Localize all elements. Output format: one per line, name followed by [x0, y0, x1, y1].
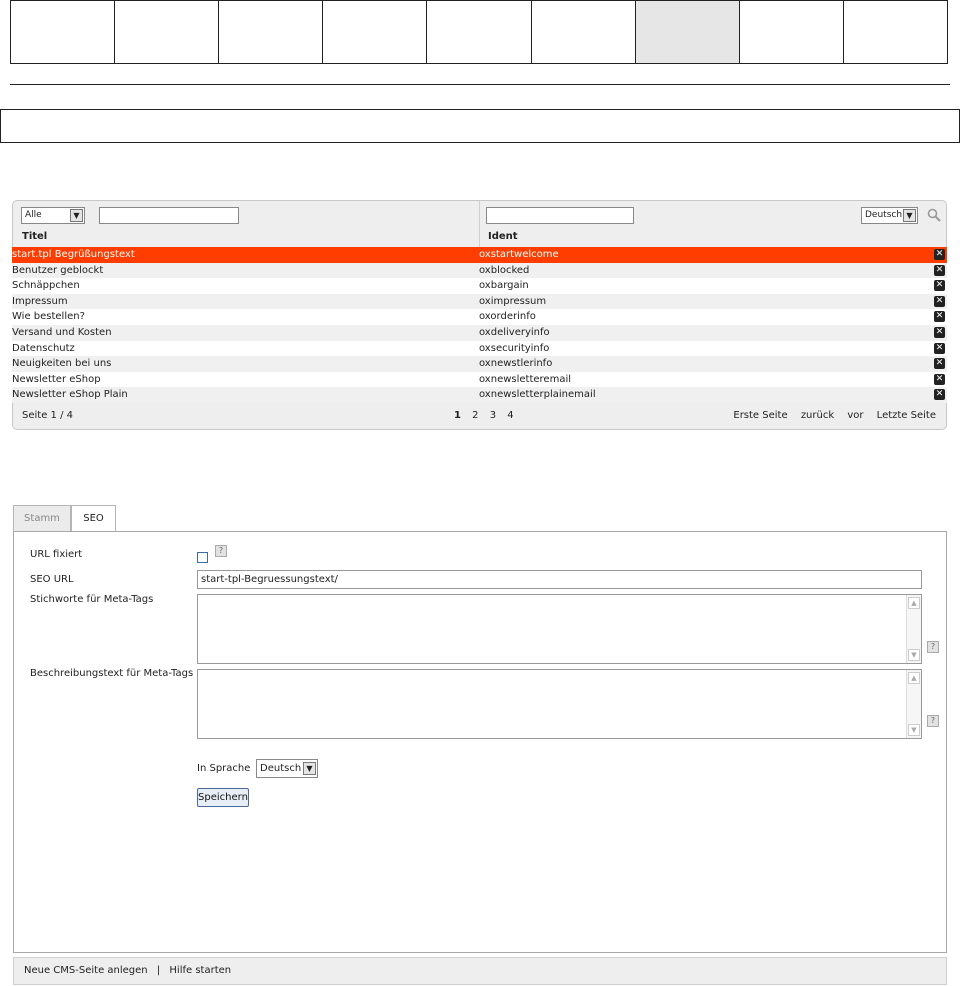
- ident-filter-input[interactable]: [486, 207, 634, 224]
- row-ident[interactable]: oxorderinfo: [479, 311, 536, 323]
- divider: [10, 84, 950, 85]
- page-link-1[interactable]: 1: [454, 410, 461, 421]
- row-ident[interactable]: oxnewsletteremail: [479, 373, 572, 385]
- language-select[interactable]: [861, 207, 918, 224]
- next-page-link[interactable]: vor: [847, 410, 864, 421]
- title-filter-input[interactable]: [99, 207, 239, 224]
- cms-rows: [12, 247, 947, 403]
- tab-seo[interactable]: SEO: [71, 505, 116, 533]
- seo-edit-panel: [13, 531, 947, 953]
- help-icon[interactable]: ?: [927, 715, 939, 727]
- table-row[interactable]: [12, 263, 947, 279]
- language-select-value: Deutsch: [865, 210, 903, 220]
- scroll-up-icon[interactable]: ▲: [908, 672, 920, 684]
- page-numbers: [454, 403, 522, 429]
- scroll-down-icon[interactable]: ▼: [908, 724, 920, 736]
- help-start-link[interactable]: Hilfe starten: [169, 965, 232, 976]
- table-row[interactable]: [12, 247, 947, 263]
- search-icon[interactable]: [927, 208, 941, 222]
- page-link-3[interactable]: 3: [489, 410, 497, 421]
- delete-icon[interactable]: ✕: [935, 264, 944, 275]
- delete-icon[interactable]: ✕: [935, 389, 944, 400]
- save-button[interactable]: Speichern: [197, 788, 249, 807]
- list-header: [13, 201, 946, 247]
- top-tab-7-active[interactable]: [636, 1, 740, 63]
- row-ident[interactable]: oxsecurityinfo: [479, 342, 550, 354]
- page-link-4[interactable]: 4: [507, 410, 514, 421]
- language-dropdown-value: Deutsch: [260, 763, 302, 774]
- table-row[interactable]: [12, 341, 947, 357]
- seo-url-label: SEO URL: [30, 574, 74, 585]
- page-navigation: [723, 403, 936, 429]
- scrollbar[interactable]: [906, 595, 921, 663]
- page-indicator: Seite 1 / 4: [22, 410, 73, 421]
- top-tab-5[interactable]: [427, 1, 531, 63]
- keywords-textarea[interactable]: [197, 594, 922, 664]
- tab-stamm[interactable]: Stamm: [13, 505, 71, 532]
- top-tab-2[interactable]: [115, 1, 219, 63]
- row-ident[interactable]: oxbargain: [479, 280, 529, 292]
- delete-icon[interactable]: ✕: [935, 249, 944, 259]
- chevron-down-icon: ▼: [303, 762, 316, 775]
- help-icon[interactable]: ?: [215, 545, 227, 557]
- table-row[interactable]: [12, 294, 947, 310]
- scroll-up-icon[interactable]: ▲: [908, 597, 920, 609]
- top-tab-1[interactable]: [11, 1, 115, 63]
- last-page-link[interactable]: Letzte Seite: [876, 410, 936, 421]
- delete-icon[interactable]: ✕: [935, 358, 944, 369]
- delete-icon[interactable]: ✕: [935, 326, 944, 337]
- description-label: Beschreibungstext für Meta-Tags: [30, 668, 194, 679]
- delete-icon[interactable]: ✕: [935, 295, 944, 306]
- footer-actions: [13, 957, 947, 985]
- top-tab-6[interactable]: [532, 1, 636, 63]
- scrollbar[interactable]: [906, 670, 921, 738]
- chevron-down-icon: ▼: [903, 209, 916, 222]
- new-cms-page-link[interactable]: Neue CMS-Seite anlegen: [24, 965, 148, 976]
- table-row[interactable]: [12, 387, 947, 403]
- help-icon[interactable]: ?: [927, 641, 939, 653]
- row-title[interactable]: Benutzer geblockt: [12, 264, 104, 276]
- language-dropdown[interactable]: [256, 759, 318, 778]
- top-tab-3[interactable]: [219, 1, 323, 63]
- table-row[interactable]: [12, 325, 947, 341]
- url-fixed-label: URL fixiert: [30, 549, 83, 560]
- row-ident[interactable]: oxnewstlerinfo: [479, 358, 553, 370]
- row-ident[interactable]: oxstartwelcome: [479, 249, 559, 260]
- column-header-ident[interactable]: Ident: [488, 231, 518, 242]
- pagination: [13, 403, 946, 429]
- row-title[interactable]: Neuigkeiten bei uns: [12, 358, 112, 370]
- seo-url-input[interactable]: start-tpl-Begruessungstext/: [197, 570, 922, 589]
- cms-list-panel: [12, 200, 947, 430]
- row-ident[interactable]: oxdeliveryinfo: [479, 326, 550, 338]
- row-ident[interactable]: oximpressum: [479, 295, 547, 307]
- row-title[interactable]: Impressum: [12, 295, 68, 307]
- delete-icon[interactable]: ✕: [935, 280, 944, 291]
- row-title[interactable]: Schnäppchen: [12, 280, 80, 292]
- table-row[interactable]: [12, 309, 947, 325]
- url-fixed-checkbox[interactable]: [197, 552, 208, 563]
- column-header-title[interactable]: Titel: [22, 231, 48, 242]
- row-title[interactable]: Datenschutz: [12, 342, 75, 354]
- footer-separator: |: [156, 965, 161, 976]
- info-bar: [0, 109, 960, 143]
- prev-page-link[interactable]: zurück: [800, 410, 835, 421]
- delete-icon[interactable]: ✕: [935, 373, 944, 384]
- row-title[interactable]: Versand und Kosten: [12, 326, 112, 338]
- row-title[interactable]: start.tpl Begrüßungstext: [12, 249, 135, 260]
- top-tab-9[interactable]: [844, 1, 947, 63]
- top-tab-8[interactable]: [740, 1, 844, 63]
- chevron-down-icon: ▼: [70, 209, 83, 222]
- row-title[interactable]: Wie bestellen?: [12, 311, 85, 323]
- row-title[interactable]: Newsletter eShop: [12, 373, 101, 385]
- filter-select[interactable]: [21, 207, 85, 224]
- description-textarea[interactable]: [197, 669, 922, 739]
- first-page-link[interactable]: Erste Seite: [733, 410, 788, 421]
- row-ident[interactable]: oxnewsletterplainemail: [479, 389, 596, 401]
- page-link-2[interactable]: 2: [472, 410, 479, 421]
- delete-icon[interactable]: ✕: [935, 342, 944, 353]
- table-row[interactable]: [12, 372, 947, 388]
- filter-select-value: Alle: [25, 210, 42, 220]
- row-title[interactable]: Newsletter eShop Plain: [12, 389, 128, 401]
- table-row[interactable]: [12, 278, 947, 294]
- table-row[interactable]: [12, 356, 947, 372]
- language-label: In Sprache: [197, 763, 251, 774]
- top-tab-grid: [10, 0, 948, 64]
- keywords-label: Stichworte für Meta-Tags: [30, 594, 154, 605]
- top-tab-4[interactable]: [323, 1, 427, 63]
- row-ident[interactable]: oxblocked: [479, 264, 530, 276]
- scroll-down-icon[interactable]: ▼: [908, 649, 920, 661]
- delete-icon[interactable]: ✕: [935, 311, 944, 322]
